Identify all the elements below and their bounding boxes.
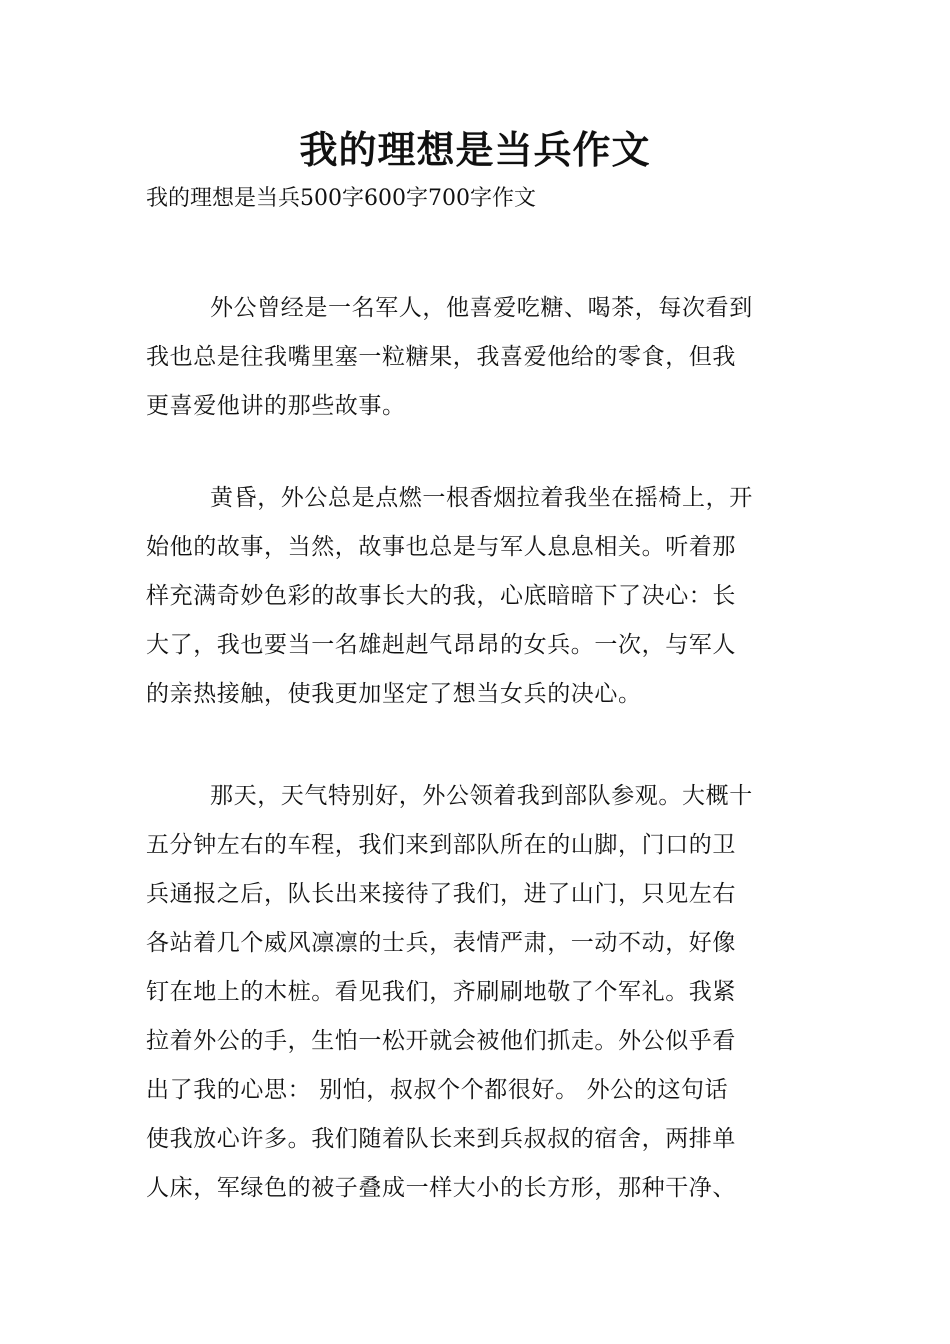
paragraph-line: 更喜爱他讲的那些故事。 (146, 393, 406, 419)
paragraph-line: 出了我的心思： 别怕，叔叔个个都很好。 外公的这句话 (146, 1077, 729, 1103)
paragraph-line: 黄昏，外公总是点燃一根香烟拉着我坐在摇椅上，开 (210, 485, 753, 511)
paragraph-line: 我也总是往我嘴里塞一粒糖果，我喜爱他给的零食，但我 (146, 344, 736, 370)
paragraph-line: 样充满奇妙色彩的故事长大的我，心底暗暗下了决心：长 (146, 583, 736, 609)
paragraph-line: 大了，我也要当一名雄赳赳气昂昂的女兵。一次，与军人 (146, 632, 736, 658)
paragraph-1 (146, 284, 806, 431)
paragraph-line: 外公曾经是一名军人，他喜爱吃糖、喝茶，每次看到 (210, 295, 753, 321)
paragraph-line: 拉着外公的手，生怕一松开就会被他们抓走。外公似乎看 (146, 1028, 736, 1054)
paragraph-line: 人床，军绿色的被子叠成一样大小的长方形，那种干净、 (146, 1175, 736, 1201)
paragraph-line: 各站着几个威风凛凛的士兵，表情严肃，一动不动，好像 (146, 930, 736, 956)
paragraph-line: 钉在地上的木桩。看见我们，齐刷刷地敬了个军礼。我紧 (146, 979, 736, 1005)
paragraph-line: 五分钟左右的车程，我们来到部队所在的山脚，门口的卫 (146, 832, 736, 858)
paragraph-line: 那天，天气特别好，外公领着我到部队参观。大概十 (210, 783, 753, 809)
paragraph-3 (146, 772, 806, 1213)
paragraph-line: 兵通报之后，队长出来接待了我们，进了山门，只见左右 (146, 881, 736, 907)
paragraph-line: 始他的故事，当然，故事也总是与军人息息相关。听着那 (146, 534, 736, 560)
document-subtitle: 我的理想是当兵500字600字700字作文 (146, 186, 536, 211)
paragraph-2 (146, 474, 806, 719)
document-title: 我的理想是当兵作文 (299, 127, 651, 172)
paragraph-line: 使我放心许多。我们随着队长来到兵叔叔的宿舍，两排单 (146, 1126, 736, 1152)
paragraph-line: 的亲热接触，使我更加坚定了想当女兵的决心。 (146, 681, 642, 707)
